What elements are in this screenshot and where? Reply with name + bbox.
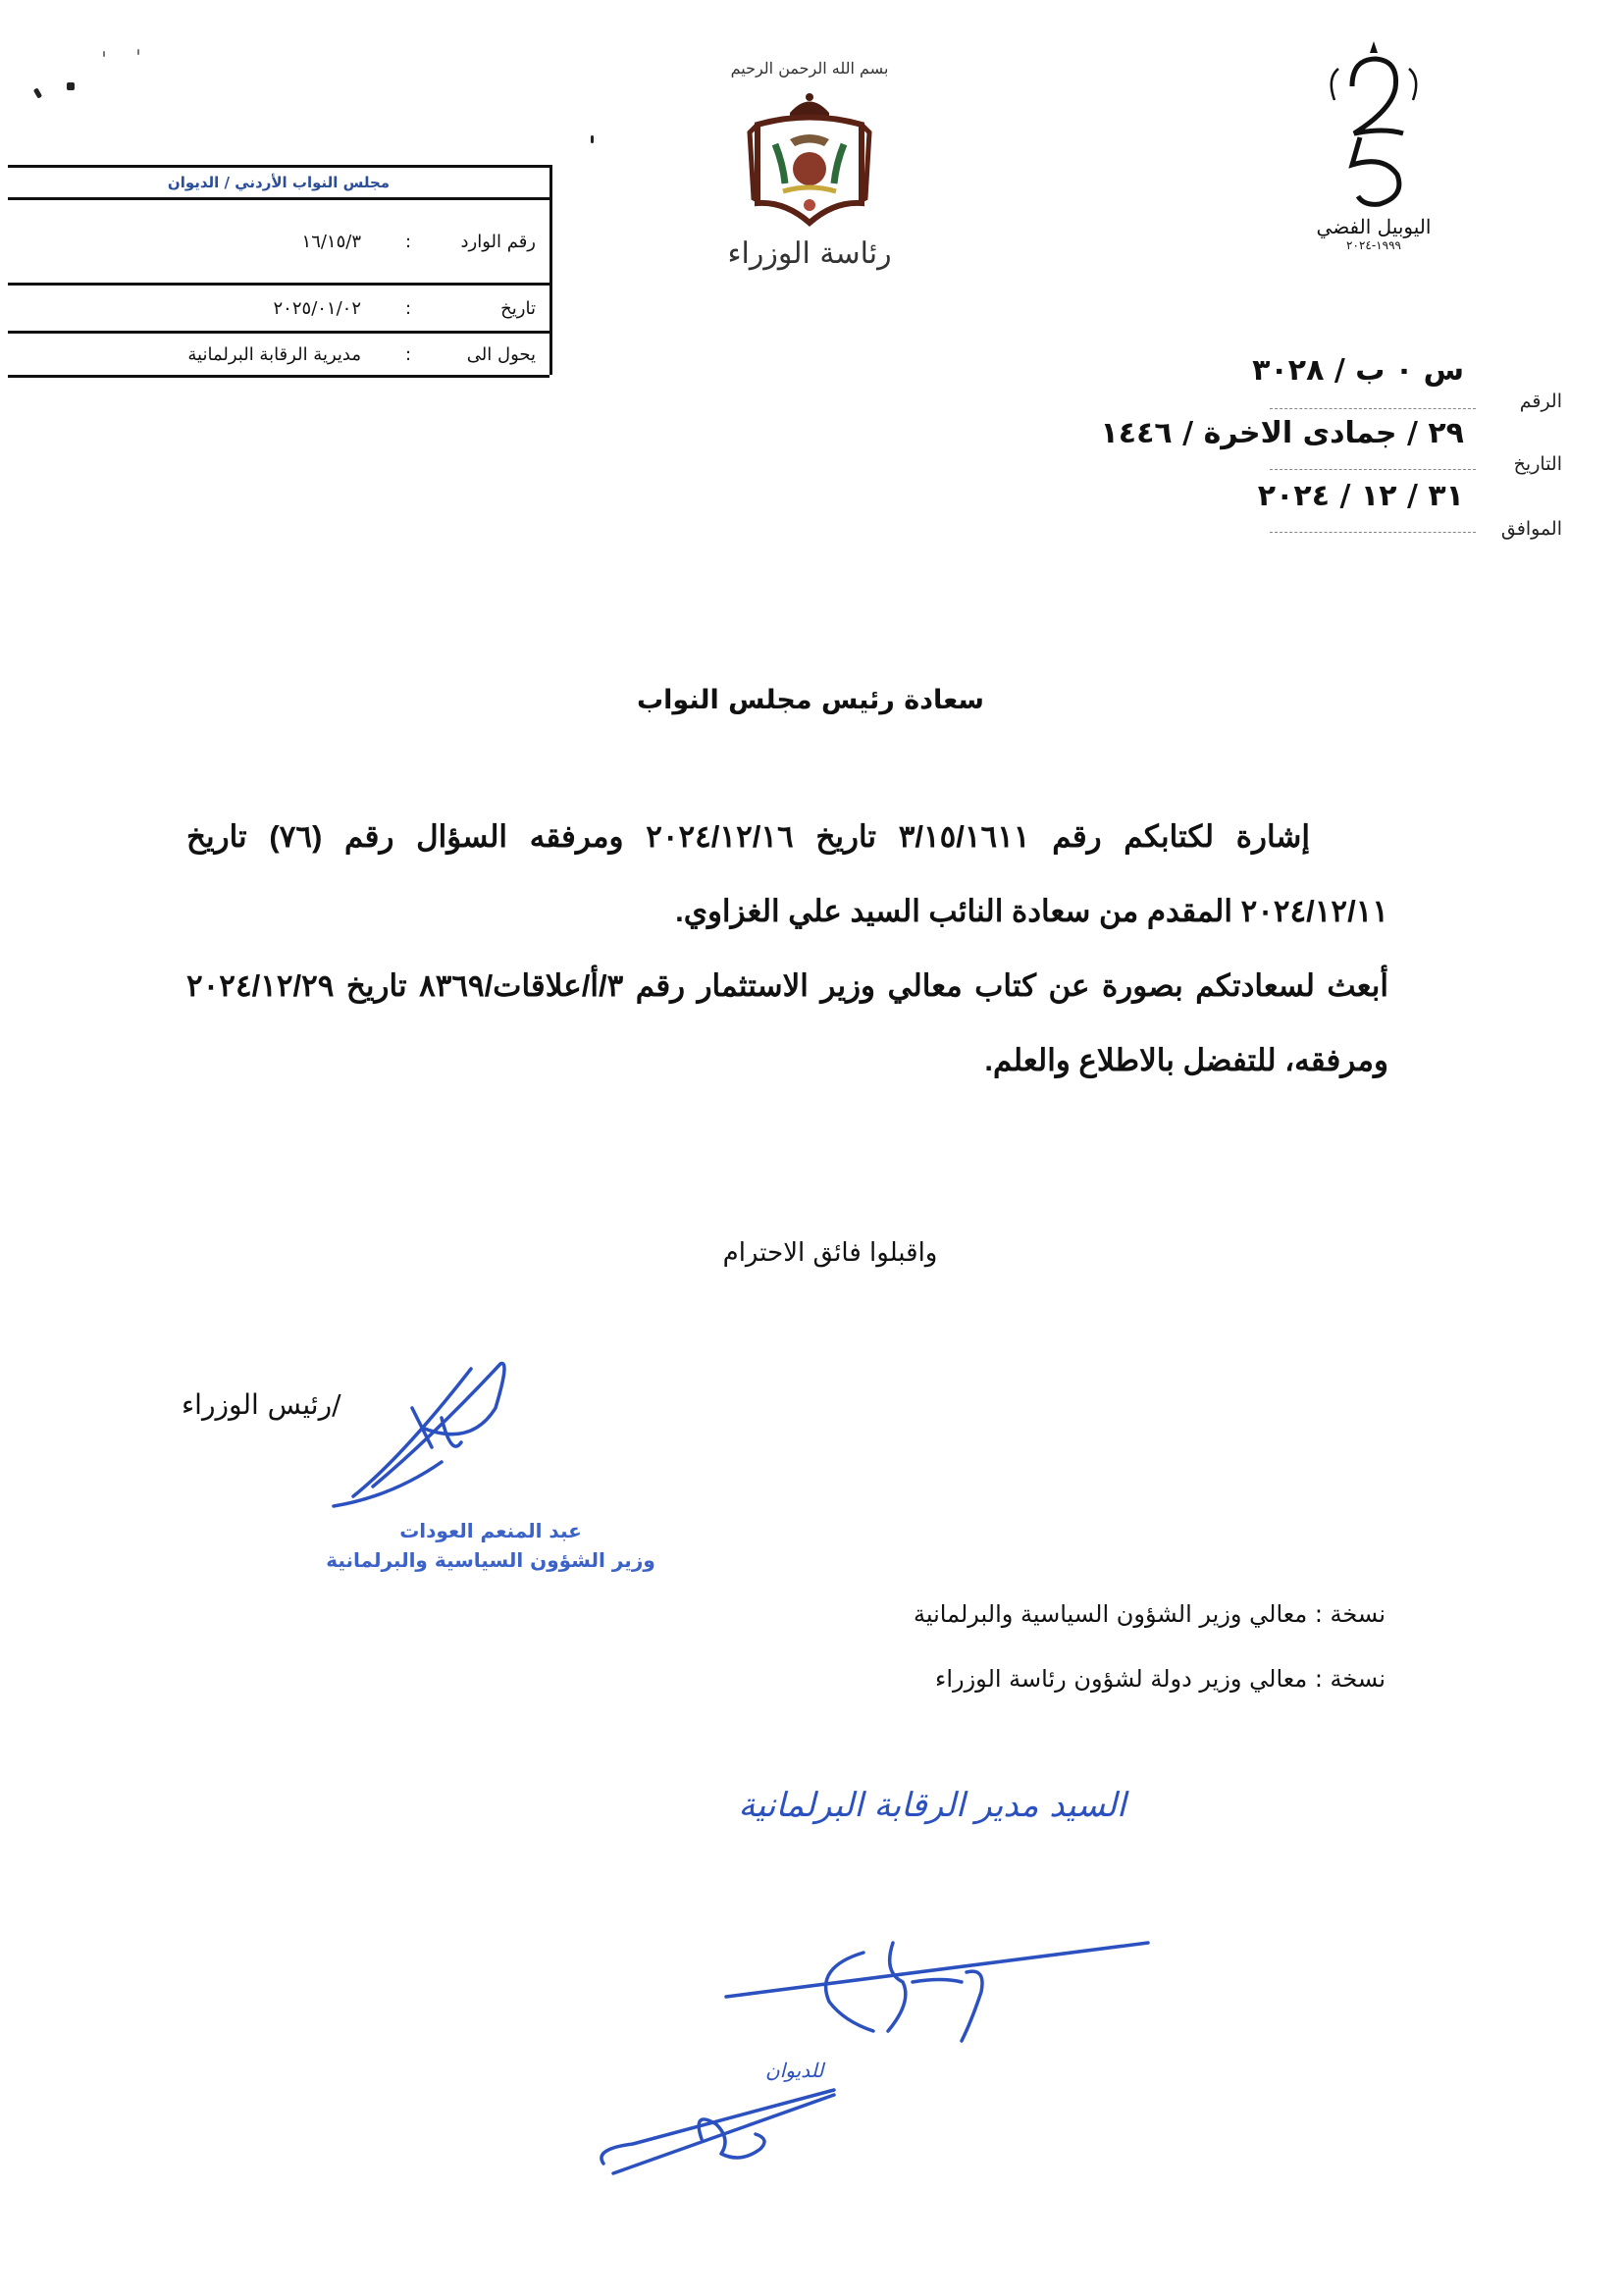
stamp-value: ١٦/١٥/٣ bbox=[301, 231, 361, 252]
reference-number-label: الرقم bbox=[1519, 391, 1562, 412]
scan-speck bbox=[33, 87, 42, 98]
minister-signature-icon bbox=[314, 1349, 530, 1516]
incoming-register-stamp bbox=[8, 165, 552, 375]
stamp-header: مجلس النواب الأردني / الديوان bbox=[8, 165, 549, 197]
scan-speck bbox=[591, 135, 594, 143]
basmala: بسم الله الرحمن الرحيم bbox=[730, 59, 889, 78]
dotted-line bbox=[1270, 532, 1476, 533]
office-title: رئاسة الوزراء bbox=[727, 236, 892, 271]
hijri-date-value: ٢٩ / جمادى الاخرة / ١٤٤٦ bbox=[1100, 416, 1464, 450]
stamp-row-refer-to bbox=[8, 334, 549, 375]
closing-phrase: واقبلوا فائق الاحترام bbox=[722, 1238, 938, 1268]
handwritten-diwan-note: للديوان bbox=[765, 2059, 824, 2082]
scan-speck bbox=[103, 51, 105, 57]
stamp-label: رقم الوارد bbox=[460, 231, 536, 252]
stamp-colon: : bbox=[404, 297, 412, 319]
jubilee-years: ١٩٩٩-٢٠٢٤ bbox=[1346, 238, 1401, 252]
coat-of-arms-icon bbox=[746, 85, 873, 233]
diwan-signature-icon bbox=[594, 2070, 849, 2178]
speaker-signature-icon bbox=[716, 1923, 1177, 2061]
copies-list bbox=[914, 1582, 1386, 1711]
stamp-minister-name: عبد المنعم العودات bbox=[399, 1519, 582, 1542]
letterhead-coat-of-arms bbox=[721, 59, 898, 334]
copy-recipient: نسخة : معالي وزير الشؤون السياسية والبرلمانية bbox=[914, 1600, 1386, 1628]
stamp-row-incoming-number bbox=[8, 200, 549, 283]
stamp-value: مديرية الرقابة البرلمانية bbox=[187, 343, 361, 365]
stamp-label: يحول الى bbox=[466, 343, 536, 365]
copy-recipient: نسخة : معالي وزير دولة لشؤون رئاسة الوزراء bbox=[935, 1665, 1386, 1693]
reference-number-value: س ٠ ب / ٣٠٢٨ bbox=[1252, 353, 1464, 388]
gregorian-date-value: ٣١ / ١٢ / ٢٠٢٤ bbox=[1257, 479, 1464, 513]
reference-block bbox=[924, 353, 1562, 540]
jubilee-title: اليوبيل الفضي bbox=[1316, 215, 1432, 238]
stamp-row-date bbox=[8, 286, 549, 331]
scan-speck bbox=[137, 49, 139, 55]
body-paragraph: أبعث لسعادتكم بصورة عن كتاب معالي وزير الاستثمار رقم ٣/أ/علاقات/٨٣٦٩ تاريخ ٢٠٢٤/١٢/٢٩ ومرفقه، للتفضل بالاطلاع والعلم. bbox=[186, 968, 1388, 1077]
addressee: سعادة رئيس مجلس النواب bbox=[637, 685, 984, 715]
stamp-colon: : bbox=[404, 231, 412, 252]
stamp-minister-title: وزير الشؤون السياسية والبرلمانية bbox=[326, 1548, 655, 1572]
handwritten-referral-note: السيد مدير الرقابة البرلمانية bbox=[738, 1786, 1126, 1825]
gregorian-date-label: الموافق bbox=[1500, 518, 1562, 540]
stamp-label: تاريخ bbox=[500, 297, 536, 319]
hijri-date-label: التاريخ bbox=[1513, 453, 1562, 475]
scan-speck bbox=[67, 82, 75, 90]
stamp-colon: : bbox=[404, 343, 412, 365]
silver-jubilee-logo bbox=[1305, 39, 1442, 285]
letter-body bbox=[186, 800, 1388, 1098]
minister-name-stamp bbox=[309, 1519, 672, 1572]
body-paragraph: إشارة لكتابكم رقم ٣/١٥/١٦١١ تاريخ ٢٠٢٤/١٢/١٦ ومرفقه السؤال رقم (٧٦) تاريخ ٢٠٢٤/١٢/١١ المقدم من سعادة النائب السيد علي الغزاوي. bbox=[186, 819, 1388, 928]
signatory-title: /رئيس الوزراء bbox=[182, 1388, 341, 1421]
jubilee-25-emblem-icon bbox=[1325, 39, 1423, 211]
stamp-value: ٢٠٢٥/٠١/٠٢ bbox=[273, 297, 361, 319]
